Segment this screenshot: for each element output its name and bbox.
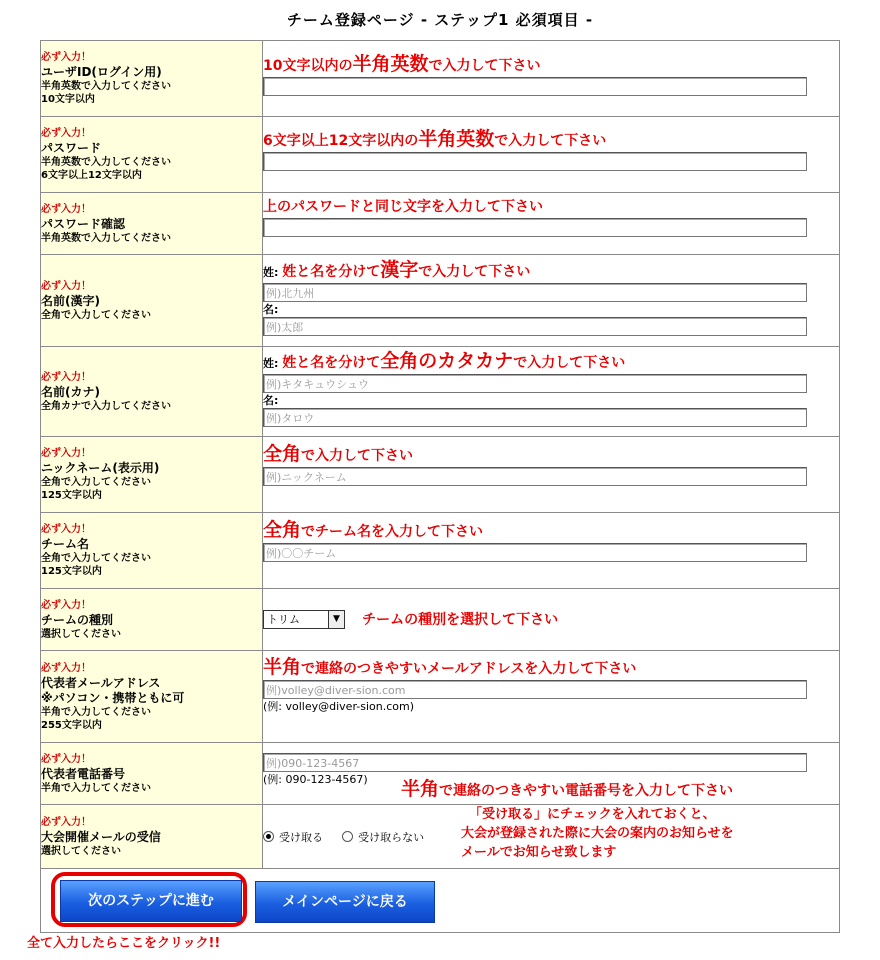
field-note: 10文字以内 [41, 94, 95, 105]
radio-not-receive[interactable]: 受け取らない [342, 829, 424, 845]
field-name: パスワード確認 [41, 216, 126, 231]
field-name: 大会開催メールの受信 [41, 829, 161, 844]
password-input[interactable] [263, 152, 807, 171]
field-label-cell [41, 347, 263, 437]
field-hint: 上のパスワードと同じ文字を入力して下さい [263, 199, 543, 215]
form-row-team-type [41, 589, 840, 651]
team-name-input[interactable]: 例)〇〇チーム [263, 543, 807, 562]
phone-example: (例: 090-123-4567) [263, 772, 368, 786]
field-label-cell [41, 117, 263, 193]
email-example: (例: volley@diver-sion.com) [263, 699, 414, 713]
field-input-cell [263, 743, 840, 805]
field-note: 半角英数で入力してください [41, 81, 171, 92]
form-row-password-confirm [41, 193, 840, 255]
field-name: チーム名 [41, 537, 90, 551]
chevron-down-icon[interactable]: ▼ [328, 611, 344, 628]
field-input-cell [263, 589, 840, 651]
given-name-label: 名: [263, 303, 279, 316]
field-hint: 半角で連絡のつきやすいメールアドレスを入力して下さい [263, 655, 637, 678]
click-here-note: 全て入力したらここをクリック!! [27, 936, 221, 951]
user-id-input[interactable] [263, 77, 807, 96]
field-note: 6文字以上12文字以内 [41, 170, 142, 181]
required-mark: 必ず入力！ [41, 662, 91, 674]
phone-input[interactable]: 例)090-123-4567 [263, 753, 807, 772]
field-hint: 姓: 姓と名を分けて全角のカタカナで入力して下さい [263, 350, 626, 372]
field-hint: チームの種別を選択して下さい [362, 611, 559, 628]
field-input-cell [263, 41, 840, 117]
field-input-cell [263, 117, 840, 193]
field-name: ニックネーム(表示用) [41, 461, 160, 475]
field-label-cell [41, 255, 263, 347]
next-step-button[interactable]: 次のステップに進む [60, 880, 242, 922]
form-row-team-name [41, 513, 840, 589]
field-hint: 10文字以内の半角英数で入力して下さい [263, 53, 541, 75]
team-type-value: トリム [267, 613, 300, 626]
field-note: 半角で入力してください [41, 706, 151, 718]
team-type-select[interactable] [263, 610, 345, 629]
required-mark: 必ず入力！ [41, 52, 91, 63]
required-mark: 必ず入力！ [41, 816, 91, 828]
mail-info-text: 「受け取る」にチェックを入れておくと、 大会が登録された際に大会の案内のお知らせを メールでお知らせ致します [461, 807, 734, 860]
field-note: 半角英数で入力してください [41, 157, 171, 168]
nickname-input[interactable]: 例)ニックネーム [263, 467, 807, 486]
field-name: パスワード [41, 141, 102, 155]
surname-label: 姓: [263, 357, 279, 370]
form-row-nickname [41, 437, 840, 513]
field-note: 全角で入力してください [41, 553, 151, 564]
field-note: 125文字以内 [41, 566, 102, 577]
field-input-cell [263, 651, 840, 743]
required-mark: 必ず入力！ [41, 203, 91, 215]
field-name: 代表者電話番号 [41, 766, 126, 781]
field-note: 選択してください [41, 845, 121, 857]
field-label-cell [41, 437, 263, 513]
radio-checked-icon[interactable] [263, 831, 274, 842]
field-name: 名前(漢字) [41, 293, 100, 308]
required-mark: 必ず入力！ [41, 280, 91, 292]
field-name: 名前(カナ) [41, 384, 100, 399]
field-note: 255文字以内 [41, 719, 102, 731]
password-confirm-input[interactable] [263, 218, 807, 237]
field-name: 代表者メールアドレス [41, 675, 161, 690]
form-row-password [41, 117, 840, 193]
form-row-name-kana [41, 347, 840, 437]
form-row-user-id [41, 41, 840, 117]
form-row-mail-receive [41, 805, 840, 869]
field-label-cell [41, 589, 263, 651]
field-label-cell [41, 513, 263, 589]
required-mark: 必ず入力！ [41, 753, 91, 765]
field-note: 全角で入力してください [41, 477, 151, 488]
page-title: チーム登録ページ - ステップ1 必須項目 - [286, 11, 594, 29]
field-input-cell [263, 805, 840, 869]
form-row-email [41, 651, 840, 743]
field-hint: 全角でチーム名を入力して下さい [263, 519, 484, 541]
radio-unchecked-icon[interactable] [342, 831, 353, 842]
field-name: ユーザID(ログイン用) [41, 65, 162, 79]
required-mark: 必ず入力！ [41, 524, 91, 535]
registration-form-table [40, 40, 840, 933]
field-hint: 姓: 姓と名を分けて漢字で入力して下さい [263, 259, 531, 281]
field-label-cell [41, 41, 263, 117]
required-mark: 必ず入力！ [41, 128, 91, 139]
surname-label: 姓: [263, 266, 279, 279]
email-input[interactable]: 例)volley@diver-sion.com [263, 680, 807, 699]
field-note: 全角で入力してください [41, 309, 151, 321]
field-label-cell [41, 651, 263, 743]
field-name: チームの種別 [41, 612, 114, 627]
surname-kanji-input[interactable]: 例)北九州 [263, 283, 807, 302]
required-mark: 必ず入力！ [41, 448, 91, 459]
field-hint: 6文字以上12文字以内の半角英数で入力して下さい [263, 128, 607, 150]
surname-kana-input[interactable]: 例)キタキュウシュウ [263, 374, 807, 393]
field-note: 半角英数で入力してください [41, 232, 171, 244]
given-name-kana-input[interactable]: 例)タロウ [263, 408, 807, 427]
field-input-cell [263, 255, 840, 347]
field-name-note: ※パソコン・携帯ともに可 [41, 690, 185, 705]
field-input-cell [263, 193, 840, 255]
field-note: 半角で入力してください [41, 782, 151, 794]
radio-receive[interactable]: 受け取る [263, 829, 323, 845]
field-note: 125文字以内 [41, 490, 102, 501]
field-label-cell [41, 193, 263, 255]
given-name-label: 名: [263, 394, 279, 407]
field-hint: 全角で入力して下さい [263, 443, 414, 465]
back-to-main-button[interactable]: メインページに戻る [255, 881, 435, 923]
field-input-cell [263, 513, 840, 589]
required-mark: 必ず入力！ [41, 371, 91, 383]
field-note: 選択してください [41, 628, 121, 640]
given-name-kanji-input[interactable]: 例)太郎 [263, 317, 807, 336]
field-input-cell [263, 437, 840, 513]
field-note: 全角カナで入力してください [41, 400, 171, 412]
field-hint: 半角で連絡のつきやすい電話番号を入力して下さい [401, 778, 734, 800]
field-label-cell [41, 743, 263, 805]
form-row-name-kanji [41, 255, 840, 347]
field-input-cell [263, 347, 840, 437]
form-row-phone [41, 743, 840, 805]
field-label-cell [41, 805, 263, 869]
required-mark: 必ず入力！ [41, 599, 91, 611]
